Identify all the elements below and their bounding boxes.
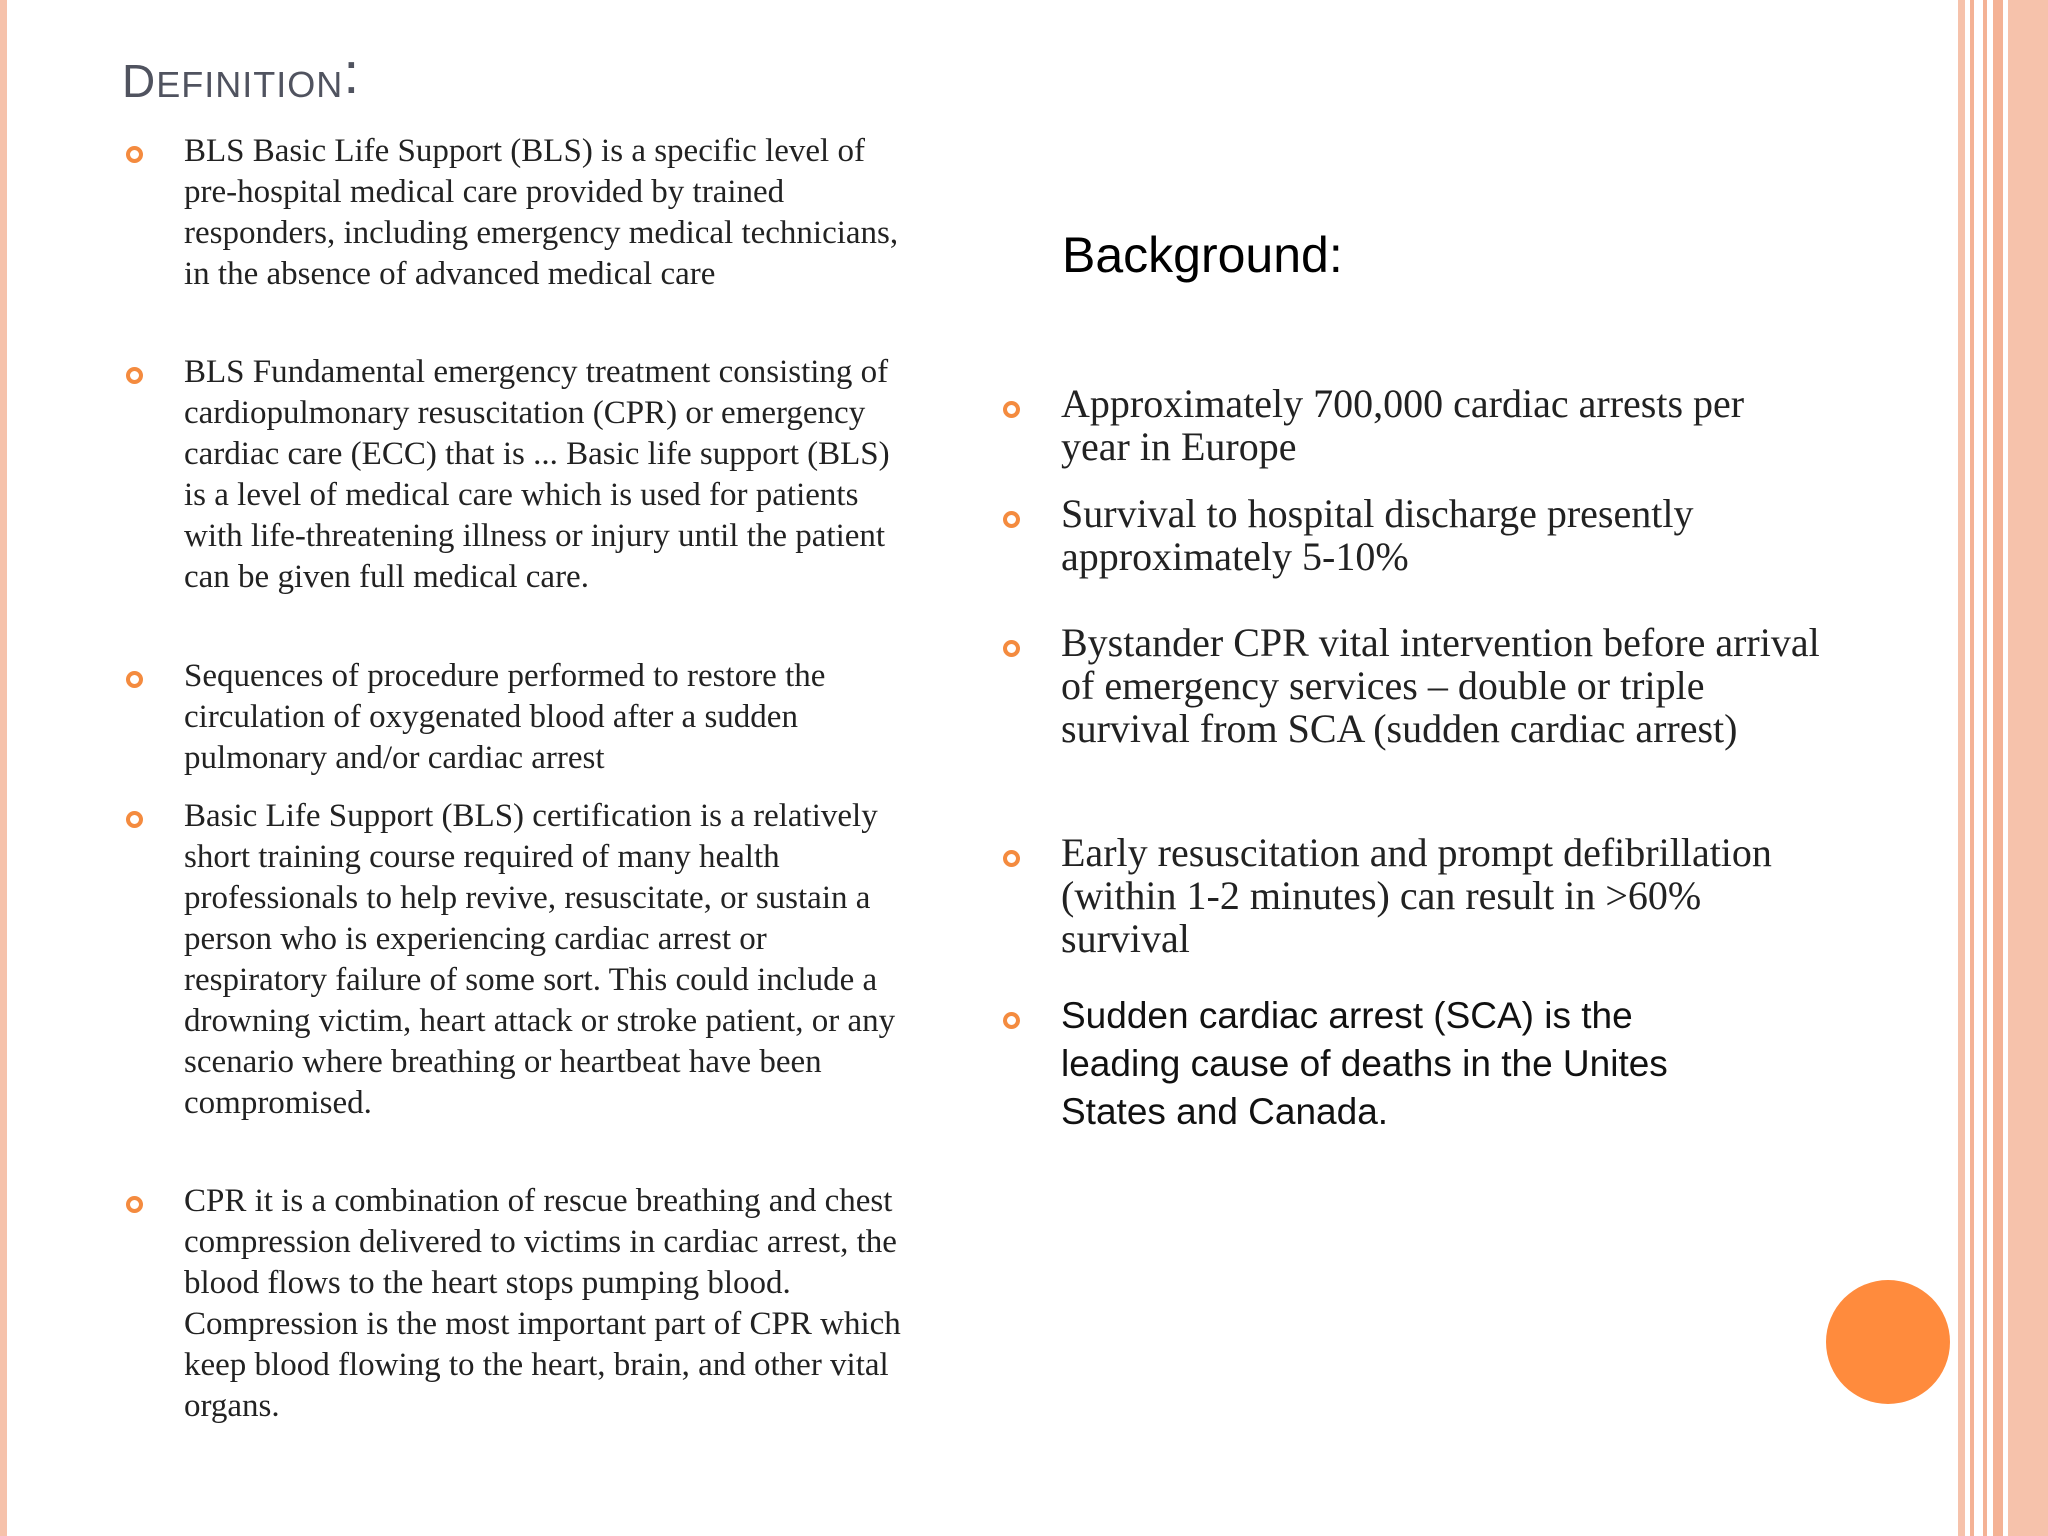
background-item-3: Bystander CPR vital intervention before arrival of emergency services – double or triple survival from SCA (sudden cardiac arrest) [1061, 620, 1820, 751]
bullet-icon [126, 811, 143, 828]
background-item-4: Early resuscitation and prompt defibrillation (within 1-2 minutes) can result in >60% survival [1061, 830, 1772, 961]
right-stripe-3 [1983, 0, 1987, 1536]
title-rest: EFINITION [156, 64, 344, 105]
decorative-circle [1826, 1280, 1950, 1404]
background-item-1: Approximately 700,000 cardiac arrests per year in Europe [1061, 381, 1745, 469]
background-heading: Background: [1062, 227, 1343, 283]
bullet-icon [126, 146, 143, 163]
definition-item-4: Basic Life Support (BLS) certification is a relatively short training course required of many health professionals to help revive, resuscitate, or sustain a person who is experiencing cardiac arrest or respiratory failure of some sort. This could include a drowning victim, heart attack or stroke patient, or any scenario where breathing or heartbeat have been compromised. [184, 798, 896, 1121]
bullet-icon [126, 671, 143, 688]
bullet-icon [126, 1196, 143, 1213]
bullet-icon [1003, 401, 1020, 418]
slide-title [122, 41, 361, 111]
background-item-2: Survival to hospital discharge presently approximately 5-10% [1061, 491, 1694, 579]
definition-item-5: CPR it is a combination of rescue breathing and chest compression delivered to victims in cardiac arrest, the blood flows to the heart stops pumping blood. Compression is the most important part of CPR which keep blood flowing to the heart, brain, and other vital organs. [184, 1183, 901, 1424]
title-colon: : [343, 41, 361, 106]
definition-item-3: Sequences of procedure performed to restore the circulation of oxygenated blood after a sudden pulmonary and/or cardiac arrest [184, 658, 826, 776]
right-stripe-5 [2008, 0, 2048, 1536]
bullet-icon [1003, 511, 1020, 528]
bullet-icon [1003, 1012, 1020, 1029]
background-item-5: Sudden cardiac arrest (SCA) is the leading cause of deaths in the Unites States and Canada. [1061, 995, 1668, 1132]
left-edge-stripe [0, 0, 7, 1536]
definition-item-1: BLS Basic Life Support (BLS) is a specific level of pre-hospital medical care provided by trained responders, including emergency medical technicians, in the absence of advanced medical care [184, 133, 899, 292]
right-stripe-4 [1993, 0, 2003, 1536]
bullet-icon [126, 367, 143, 384]
title-first-letter: D [122, 55, 157, 107]
definition-item-2: BLS Fundamental emergency treatment consisting of cardiopulmonary resuscitation (CPR) or emergency cardiac care (ECC) that is ... Basic life support (BLS) is a level of medical care which is used for patients with life-threatening illness or injury until the patient can be given full medical care. [184, 354, 890, 595]
bullet-icon [1003, 640, 1020, 657]
right-stripe-1 [1958, 0, 1965, 1536]
right-stripe-2 [1970, 0, 1974, 1536]
bullet-icon [1003, 850, 1020, 867]
